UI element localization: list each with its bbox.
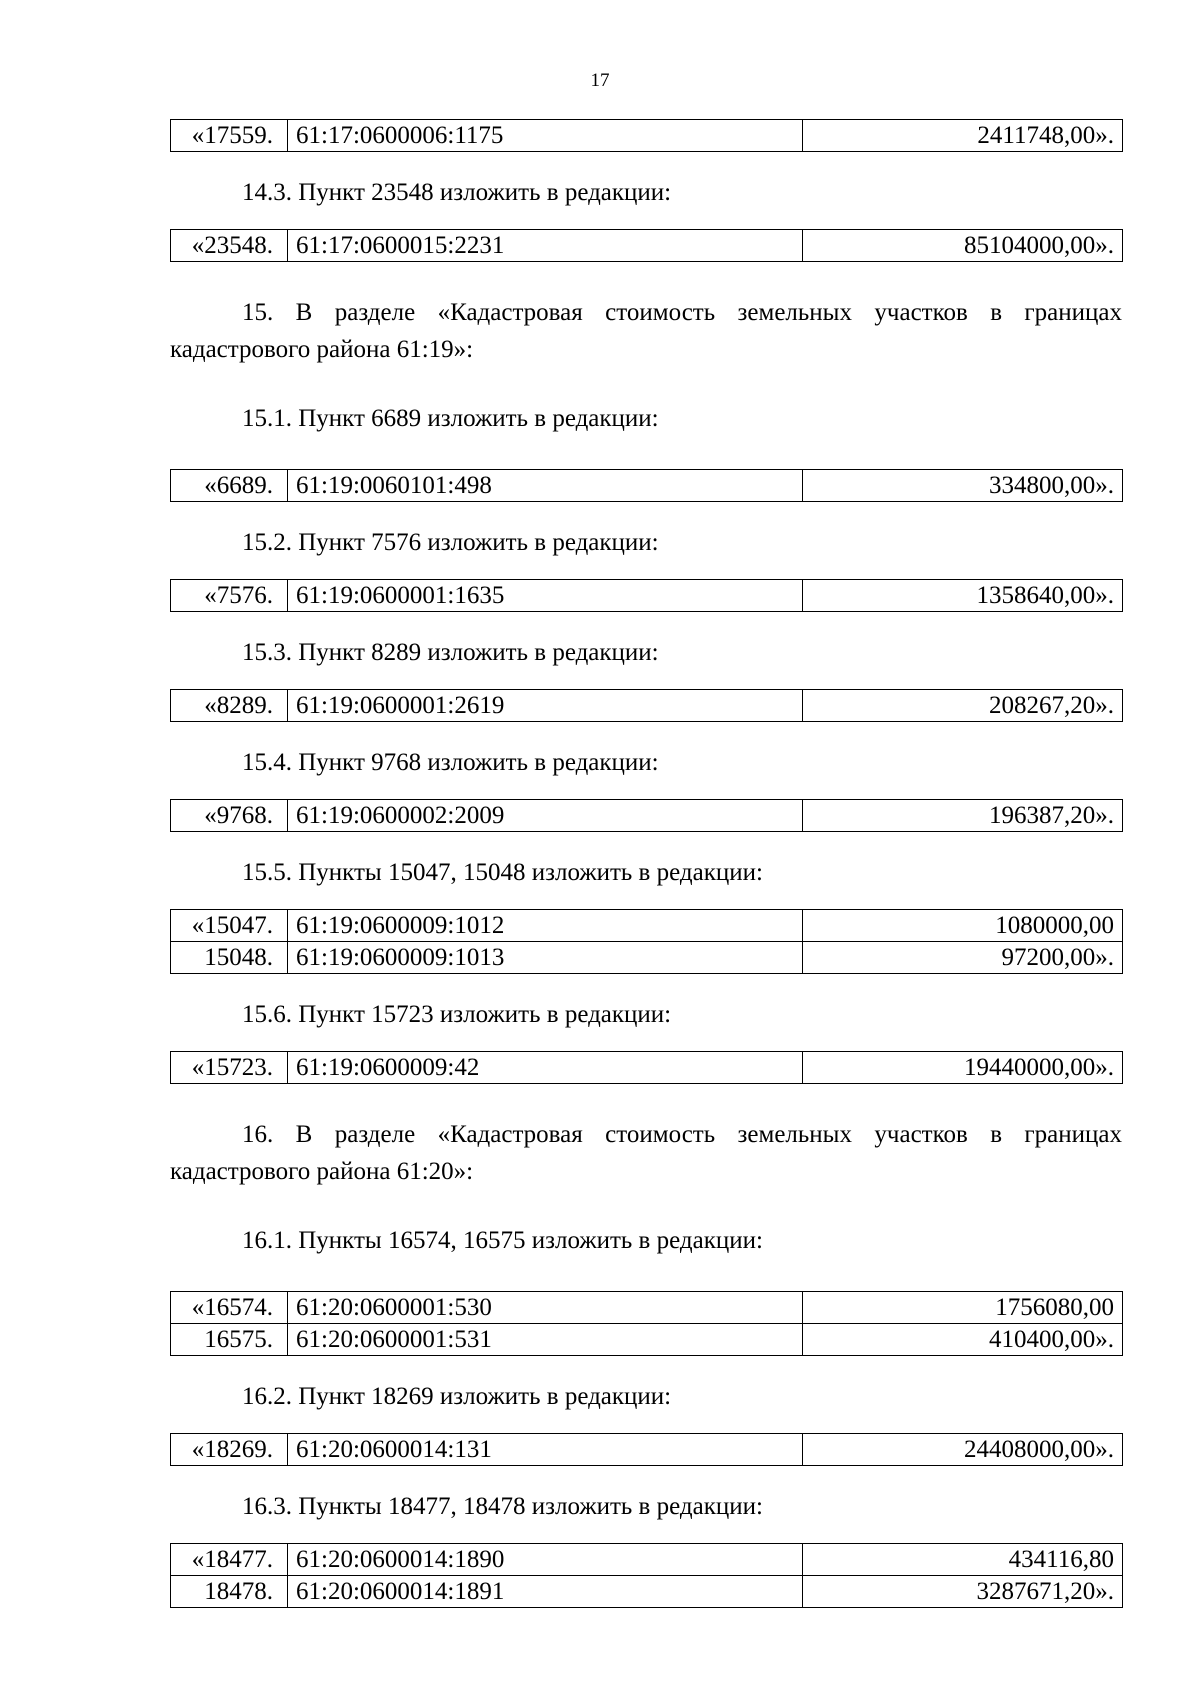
cadastral-number: 61:17:0600015:2231 <box>288 230 803 262</box>
cadastral-value: 1358640,00». <box>803 580 1123 612</box>
paragraph: 15.1. Пункт 6689 изложить в редакции: <box>242 405 659 432</box>
paragraph: 15.5. Пункты 15047, 15048 изложить в редакции: <box>242 859 763 886</box>
table-row <box>171 1292 1123 1324</box>
table-row <box>171 580 1123 612</box>
document-body <box>170 119 1122 1608</box>
paragraph: 16.3. Пункты 18477, 18478 изложить в редакции: <box>242 1493 763 1520</box>
cadastral-value: 334800,00». <box>803 470 1123 502</box>
cadastral-value: 19440000,00». <box>803 1052 1123 1084</box>
item-number: «16574. <box>171 1292 288 1324</box>
record-table <box>170 469 1123 502</box>
table-row <box>171 800 1123 832</box>
section-heading: 15. В разделе «Кадастровая стоимость земельных участков в границах кадастрового района 61:19»: <box>170 299 1122 363</box>
cadastral-value: 85104000,00». <box>803 230 1123 262</box>
item-number: «8289. <box>171 690 288 722</box>
paragraph: 14.3. Пункт 23548 изложить в редакции: <box>242 179 672 206</box>
paragraph: 15.4. Пункт 9768 изложить в редакции: <box>242 749 659 776</box>
cadastral-value: 434116,80 <box>803 1544 1123 1576</box>
record-table <box>170 689 1123 722</box>
item-number: «23548. <box>171 230 288 262</box>
paragraph: 16.1. Пункты 16574, 16575 изложить в редакции: <box>242 1227 763 1254</box>
item-number: 15048. <box>171 942 288 974</box>
cadastral-number: 61:20:0600014:1890 <box>288 1544 803 1576</box>
record-table <box>170 229 1123 262</box>
table-row <box>171 942 1123 974</box>
section-heading: 16. В разделе «Кадастровая стоимость земельных участков в границах кадастрового района 61:20»: <box>170 1121 1122 1185</box>
record-table <box>170 799 1123 832</box>
cadastral-number: 61:19:0600009:1012 <box>288 910 803 942</box>
cadastral-number: 61:20:0600001:530 <box>288 1292 803 1324</box>
record-table <box>170 1433 1123 1466</box>
record-table <box>170 909 1123 974</box>
item-number: «18477. <box>171 1544 288 1576</box>
cadastral-value: 1756080,00 <box>803 1292 1123 1324</box>
table-row <box>171 1434 1123 1466</box>
cadastral-number: 61:19:0600002:2009 <box>288 800 803 832</box>
record-table <box>170 579 1123 612</box>
item-number: «15047. <box>171 910 288 942</box>
item-number: «15723. <box>171 1052 288 1084</box>
cadastral-value: 97200,00». <box>803 942 1123 974</box>
cadastral-number: 61:20:0600014:1891 <box>288 1576 803 1608</box>
item-number: 18478. <box>171 1576 288 1608</box>
record-table <box>170 1291 1123 1356</box>
table-row <box>171 1544 1123 1576</box>
cadastral-number: 61:20:0600001:531 <box>288 1324 803 1356</box>
table-row <box>171 1052 1123 1084</box>
cadastral-value: 196387,20». <box>803 800 1123 832</box>
paragraph: 15.2. Пункт 7576 изложить в редакции: <box>242 529 659 556</box>
cadastral-number: 61:19:0600009:42 <box>288 1052 803 1084</box>
paragraph: 15.6. Пункт 15723 изложить в редакции: <box>242 1001 672 1028</box>
table-row <box>171 120 1123 152</box>
table-row <box>171 1576 1123 1608</box>
cadastral-value: 24408000,00». <box>803 1434 1123 1466</box>
cadastral-value: 410400,00». <box>803 1324 1123 1356</box>
record-table <box>170 1051 1123 1084</box>
cadastral-number: 61:17:0600006:1175 <box>288 120 803 152</box>
item-number: «18269. <box>171 1434 288 1466</box>
item-number: 16575. <box>171 1324 288 1356</box>
record-table <box>170 1543 1123 1608</box>
table-row <box>171 230 1123 262</box>
item-number: «17559. <box>171 120 288 152</box>
cadastral-number: 61:19:0060101:498 <box>288 470 803 502</box>
cadastral-number: 61:19:0600001:2619 <box>288 690 803 722</box>
cadastral-value: 2411748,00». <box>803 120 1123 152</box>
table-row <box>171 470 1123 502</box>
paragraph: 16.2. Пункт 18269 изложить в редакции: <box>242 1383 672 1410</box>
paragraph: 15.3. Пункт 8289 изложить в редакции: <box>242 639 659 666</box>
table-row <box>171 910 1123 942</box>
cadastral-number: 61:20:0600014:131 <box>288 1434 803 1466</box>
cadastral-number: 61:19:0600001:1635 <box>288 580 803 612</box>
cadastral-number: 61:19:0600009:1013 <box>288 942 803 974</box>
cadastral-value: 208267,20». <box>803 690 1123 722</box>
item-number: «7576. <box>171 580 288 612</box>
record-table <box>170 119 1123 152</box>
cadastral-value: 3287671,20». <box>803 1576 1123 1608</box>
page-number: 17 <box>590 70 610 91</box>
table-row <box>171 1324 1123 1356</box>
item-number: «6689. <box>171 470 288 502</box>
cadastral-value: 1080000,00 <box>803 910 1123 942</box>
item-number: «9768. <box>171 800 288 832</box>
table-row <box>171 690 1123 722</box>
